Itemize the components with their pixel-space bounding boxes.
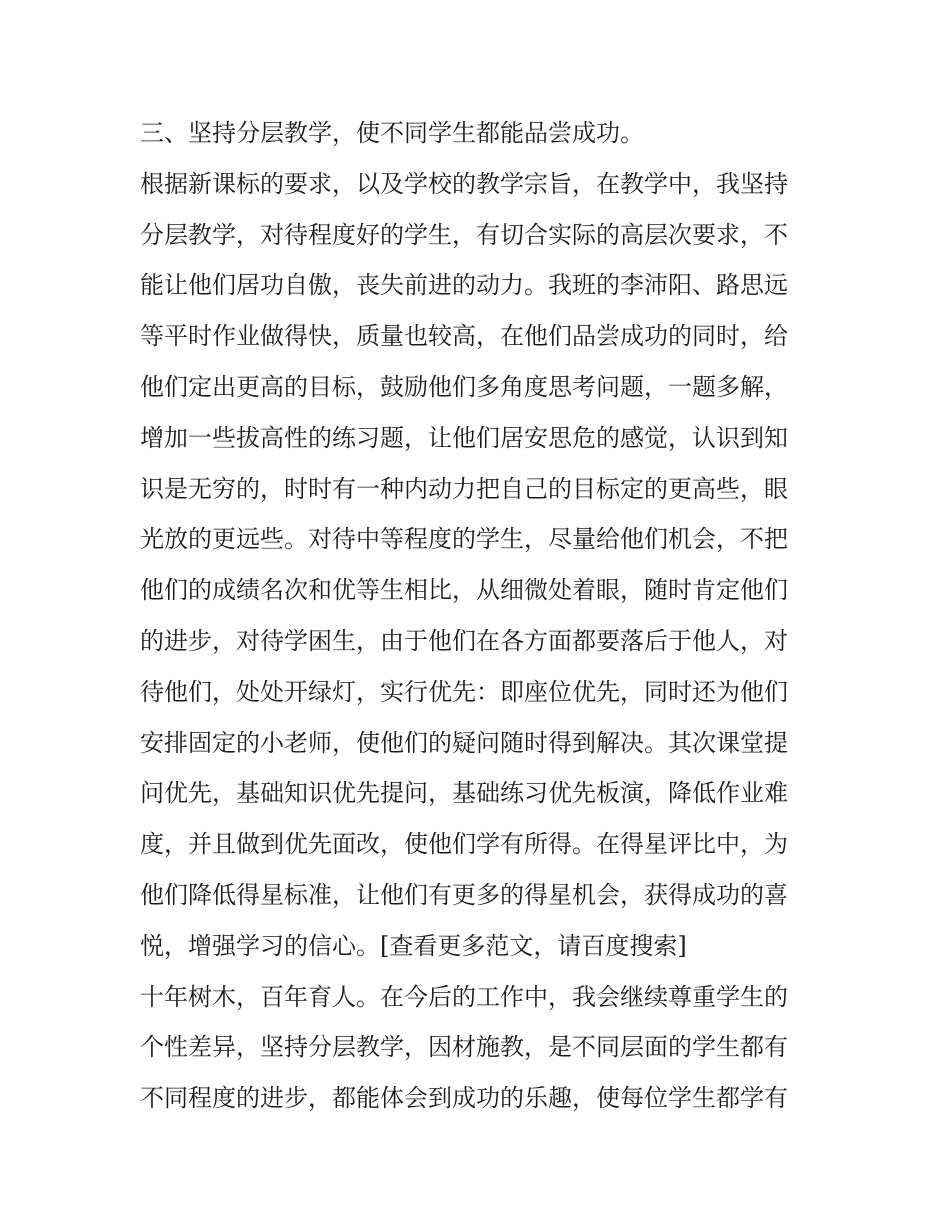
text-line: 度，并且做到优先面改，使他们学有所得。在得星评比中，为 bbox=[140, 830, 788, 859]
document-body bbox=[140, 108, 812, 1124]
text-line: 他们的成绩名次和优等生相比，从细微处着眼，随时肯定他们 bbox=[140, 576, 788, 605]
text-line: 待他们，处处开绿灯，实行优先：即座位优先，同时还为他们 bbox=[140, 677, 788, 706]
text-line: 根据新课标的要求，以及学校的教学宗旨，在教学中，我坚持 bbox=[140, 169, 788, 198]
text-line: 十年树木，百年育人。在今后的工作中，我会继续尊重学生的 bbox=[140, 982, 788, 1011]
text-line: 增加一些拔高性的练习题，让他们居安思危的感觉，认识到知 bbox=[140, 423, 788, 452]
text-line: 分层教学，对待程度好的学生，有切合实际的高层次要求，不 bbox=[140, 220, 788, 249]
text-line: 能让他们居功自傲，丧失前进的动力。我班的李沛阳、路思远 bbox=[140, 271, 788, 300]
text-line: 安排固定的小老师，使他们的疑问随时得到解决。其次课堂提 bbox=[140, 728, 788, 757]
text-line: 悦，增强学习的信心。[查看更多范文，请百度搜索] bbox=[140, 931, 687, 960]
text-line: 的进步，对待学困生，由于他们在各方面都要落后于他人，对 bbox=[140, 626, 788, 655]
text-line: 问优先，基础知识优先提问，基础练习优先板演，降低作业难 bbox=[140, 779, 788, 808]
text-line: 光放的更远些。对待中等程度的学生，尽量给他们机会，不把 bbox=[140, 525, 788, 554]
text-line: 不同程度的进步，都能体会到成功的乐趣，使每位学生都学有 bbox=[140, 1084, 788, 1113]
text-line: 等平时作业做得快，质量也较高，在他们品尝成功的同时，给 bbox=[140, 322, 788, 351]
text-line: 他们定出更高的目标，鼓励他们多角度思考问题，一题多解， bbox=[140, 372, 788, 401]
text-line: 他们降低得星标准，让他们有更多的得星机会，获得成功的喜 bbox=[140, 880, 788, 909]
text-line: 识是无穷的，时时有一种内动力把自己的目标定的更高些，眼 bbox=[140, 474, 788, 503]
text-line: 个性差异，坚持分层教学，因材施教，是不同层面的学生都有 bbox=[140, 1033, 788, 1062]
section-heading: 三、坚持分层教学，使不同学生都能品尝成功。 bbox=[140, 119, 644, 147]
